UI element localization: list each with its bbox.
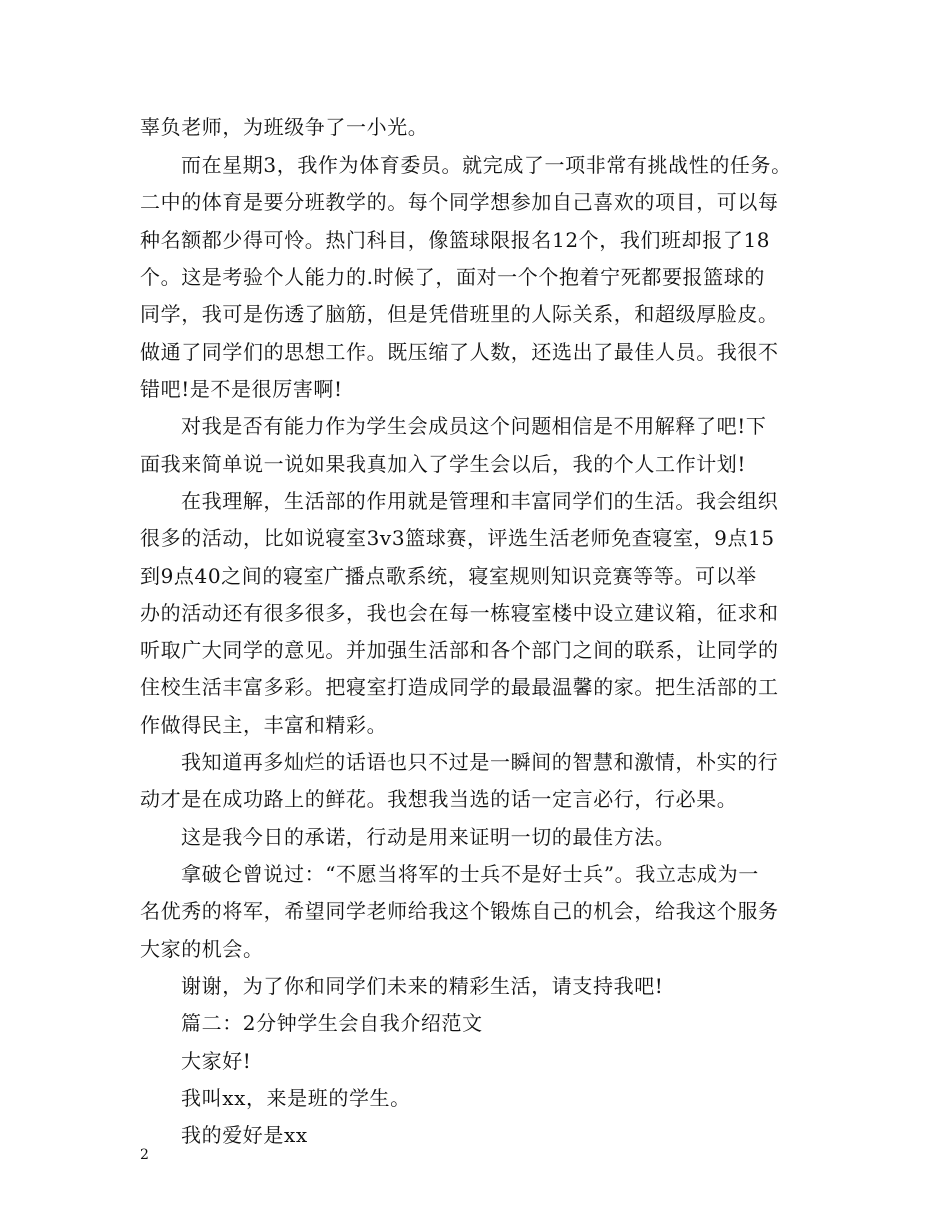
line-8: 错吧!是不是很厉害啊!	[140, 377, 343, 401]
line-10: 面我来简单说一说如果我真加入了学生会以后，我的个人工作计划!	[140, 452, 747, 476]
line-19: 动才是在成功路上的鲜花。我想我当选的话一定言必行，行必果。	[140, 787, 738, 811]
line-28: 我的爱好是xx	[181, 1123, 308, 1147]
line-12: 很多的活动，比如说寝室3v3篮球赛，评选生活老师免查寝室，9点15	[140, 526, 775, 550]
line-13: 到9点40之间的寝室广播点歌系统，寝室规则知识竞赛等等。可以举	[140, 564, 757, 588]
line-22: 名优秀的将军，希望同学老师给我这个锻炼自己的机会，给我这个服务	[140, 899, 779, 923]
line-20: 这是我今日的承诺，行动是用来证明一切的最佳方法。	[181, 825, 676, 849]
line-23: 大家的机会。	[140, 937, 264, 961]
line-27: 我叫xx，来是班的学生。	[181, 1086, 411, 1110]
line-2: 而在星期3，我作为体育委员。就完成了一项非常有挑战性的任务。	[181, 153, 792, 177]
page-number: 2	[140, 1147, 149, 1163]
line-5: 个。这是考验个人能力的.时候了，面对一个个抱着宁死都要报篮球的	[140, 265, 765, 289]
line-14: 办的活动还有很多很多，我也会在每一栋寝室楼中设立建议箱，征求和	[140, 601, 779, 625]
line-25: 篇二：2分钟学生会自我介绍范文	[181, 1011, 483, 1035]
line-21: 拿破仑曾说过：“不愿当将军的士兵不是好士兵”。我立志成为一	[181, 862, 759, 886]
line-9: 对我是否有能力作为学生会成员这个问题相信是不用解释了吧!下	[181, 414, 767, 438]
line-3: 二中的体育是要分班教学的。每个同学想参加自己喜欢的项目，可以每	[140, 190, 779, 214]
line-4: 种名额都少得可怜。热门科目，像篮球限报名12个，我们班却报了18	[140, 228, 771, 252]
line-16: 住校生活丰富多彩。把寝室打造成同学的最最温馨的家。把生活部的工	[140, 675, 779, 699]
line-17: 作做得民主，丰富和精彩。	[140, 713, 388, 737]
line-24: 谢谢，为了你和同学们未来的精彩生活，请支持我吧!	[181, 974, 664, 998]
line-18: 我知道再多灿烂的话语也只不过是一瞬间的智慧和激情，朴实的行	[181, 750, 779, 774]
line-15: 听取广大同学的意见。并加强生活部和各个部门之间的联系，让同学的	[140, 638, 779, 662]
line-11: 在我理解，生活部的作用就是管理和丰富同学们的生活。我会组织	[181, 489, 779, 513]
line-1: 辜负老师，为班级争了一小光。	[140, 115, 429, 139]
line-7: 做通了同学们的思想工作。既压缩了人数，还选出了最佳人员。我很不	[140, 340, 779, 364]
line-6: 同学，我可是伤透了脑筋，但是凭借班里的人际关系，和超级厚脸皮。	[140, 302, 779, 326]
line-26: 大家好!	[181, 1049, 252, 1073]
